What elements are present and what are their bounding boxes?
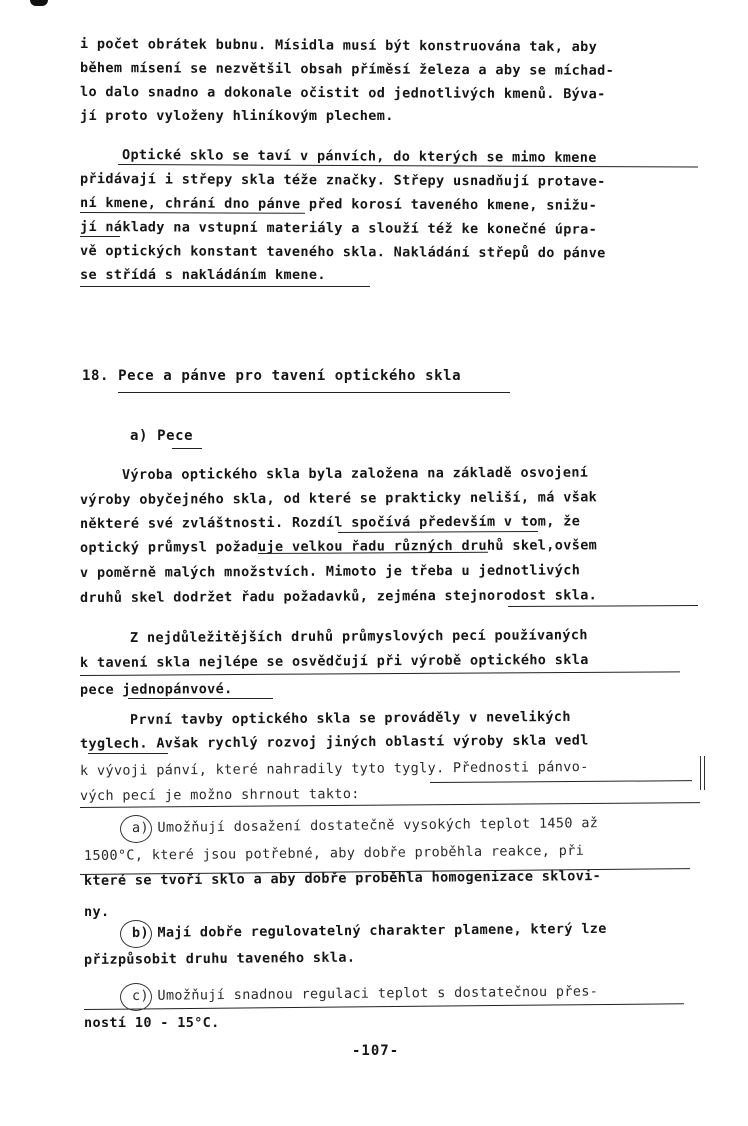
pencil-underline (88, 753, 168, 754)
pencil-circle-b (120, 920, 152, 948)
pencil-circle-a (120, 815, 152, 843)
pencil-underline (128, 698, 273, 699)
pencil-underline (430, 780, 692, 783)
item-b-line-2: přizpůsobit druhu taveného skla. (83, 949, 356, 968)
p2-line-2: přidávají i střepy skla téže značky. Střepy usnadňují protave- (79, 171, 606, 190)
pencil-underline (80, 286, 370, 287)
p3-line-5: v poměrně malých množstvích. Mimoto je třeba u jednotlivých (79, 562, 581, 581)
p3-line-3: některé své zvláštnosti. Rozdíl spočívá především v tom, že (79, 513, 581, 532)
p1-line-4: jí proto vyloženy hliníkovým plechem. (80, 108, 394, 124)
p4-line-1: Z nejdůležitějších druhů průmyslových pecí používaných (129, 627, 588, 646)
subsection-heading-underline (172, 448, 202, 449)
pencil-underline (118, 164, 698, 168)
p2-line-4: jí náklady na vstupní materiály a slouží též ke konečné úpra- (79, 219, 598, 238)
item-c-line-2: ností 10 - 15°C. (84, 1015, 220, 1031)
p2-line-5: vě optických konstant taveného skla. Nakládání střepů do pánve (79, 243, 606, 262)
item-c-line-1: c) Umožňují snadnou regulaci teplot s dostatečnou přes- (131, 983, 599, 1004)
item-b-line-1: b) Mají dobře regulovatelný charakter plamene, který lze (131, 920, 607, 941)
p2-line-6: se střídá s nakládáním kmene. (80, 267, 326, 283)
p2-line-1: Optické sklo se taví v pánvích, do kterých se mimo kmene (121, 147, 597, 166)
p5-line-1: První tavby optického skla se prováděly v nevelikých (129, 708, 571, 728)
p3-line-2: výroby obyčejného skla, od které se prakticky neliší, má však (79, 489, 598, 508)
p1-line-3: lo dalo snadno a dokonale očistit od jednotlivých kmenů. Býva- (79, 84, 606, 103)
item-a-line-1: a) Umožňují dosažení dostatečně vysokých teplot 1450 až (131, 815, 599, 836)
p1-line-2: během mísení se nezvětšil obsah příměsí železa a aby se míchad- (79, 60, 615, 79)
p3-line-4: optický průmysl požaduje velkou řadu různých druhů skel,ovšem (79, 537, 598, 556)
item-a-line-4: ny. (84, 904, 110, 920)
pencil-underline (80, 236, 120, 237)
section-heading-underline (118, 392, 510, 393)
scan-corner-mark (30, 0, 48, 6)
p3-line-6: druhů skel dodržet řadu požadavků, zejména stejnorodost skla. (79, 587, 598, 606)
item-a-line-2: 1500°C, které jsou potřebné, aby dobře proběhla reakce, při (83, 842, 585, 864)
pencil-underline (338, 531, 538, 533)
p4-line-2: k tavení skla nejlépe se osvědčují při výrobě optického skla (79, 651, 589, 671)
p2-line-3: ní kmene, chrání dno pánve před korosí taveného kmene, snižu- (79, 195, 598, 214)
p5-line-3: k vývoji pánví, které nahradily tyto tygly. Přednosti pánvo- (79, 759, 589, 779)
p5-line-4: vých pecí je možno shrnout takto: (79, 786, 360, 804)
margin-bracket-mark (700, 756, 701, 790)
p1-line-1: i počet obrátek bubnu. Mísidla musí být konstruována tak, aby (79, 36, 598, 56)
section-heading: 18. Pece a pánve pro tavení optického skla (82, 368, 462, 384)
p5-line-2: tyglech. Avšak rychlý rozvoj jiných oblastí výroby skla vedl (79, 732, 589, 752)
p3-line-1: Výroba optického skla byla založena na základě osvojení (121, 464, 589, 483)
p4-line-3: pece jednopánvové. (79, 681, 233, 698)
pencil-underline (508, 605, 698, 607)
subsection-heading: a) Pece (130, 428, 194, 444)
pencil-circle-c (120, 983, 152, 1011)
page-number: -107- (352, 1043, 400, 1059)
item-a-line-3: které se tvoří sklo a aby dobře proběhla homogenizace sklovi- (83, 868, 602, 889)
margin-bracket-mark (704, 756, 705, 790)
